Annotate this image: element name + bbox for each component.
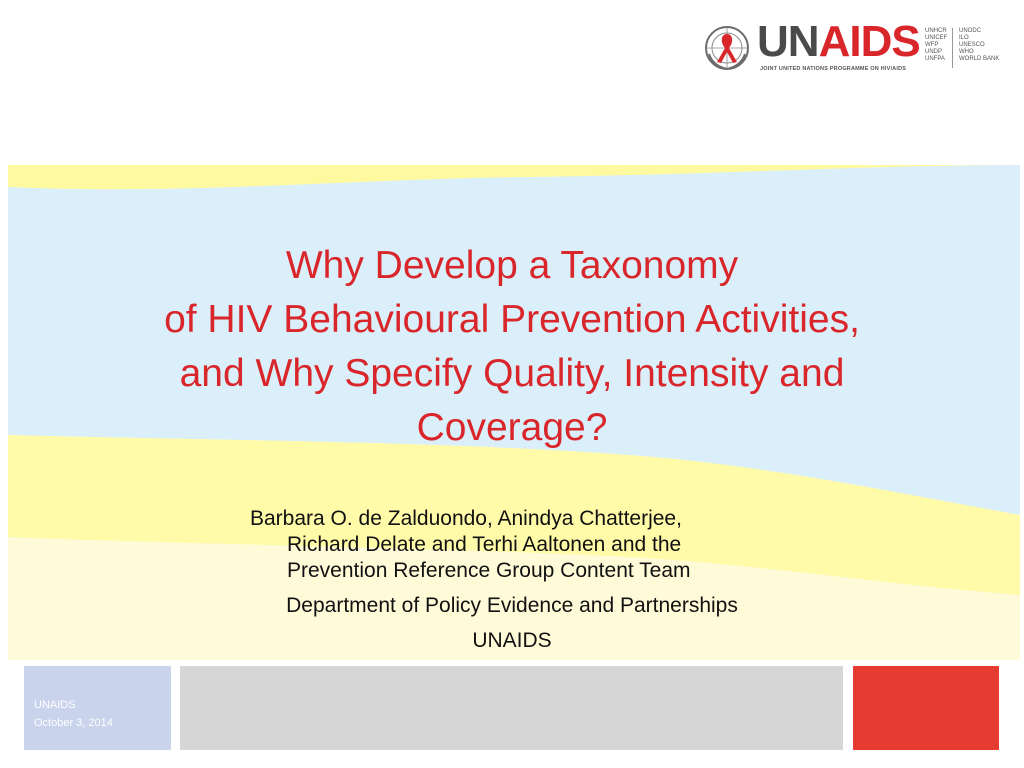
unaids-logo: [703, 17, 1003, 74]
authors-line: Richard Delate and Terhi Aaltonen and the: [287, 533, 682, 556]
cosponsor-name: WHO: [959, 49, 974, 55]
cosponsor-name: ILO: [959, 35, 969, 41]
department: Department of Policy Evidence and Partnerships: [286, 594, 738, 617]
cosponsor-name: UNICEF: [925, 35, 948, 41]
cosponsor-name: UNHCR: [925, 28, 947, 34]
cosponsor-name: UNFPA: [925, 56, 945, 62]
footer-gray-block: [180, 666, 843, 750]
logo-wordmark: [757, 18, 920, 66]
logo-tagline: JOINT UNITED NATIONS PROGRAMME ON HIV/AIDS: [760, 66, 907, 72]
logo-word-aids: AIDS: [818, 17, 920, 66]
authors-line: Barbara O. de Zalduondo, Anindya Chatterjee,: [250, 507, 682, 530]
cosponsor-name: WFP: [925, 42, 939, 48]
cosponsor-name: WORLD BANK: [959, 56, 1000, 62]
authors: [240, 506, 800, 584]
logo-word-un: UN: [757, 17, 819, 66]
footer-info-block: [24, 666, 171, 750]
title-line: and Why Specify Quality, Intensity and: [179, 352, 845, 395]
un-emblem-red-ribbon-icon: [703, 24, 751, 72]
footer-org: UNAIDS: [34, 699, 76, 711]
logo-divider: [952, 28, 953, 68]
title-line: Coverage?: [416, 406, 608, 449]
title-line: Why Develop a Taxonomy: [285, 244, 739, 287]
cosponsor-name: UNODC: [959, 28, 981, 34]
logo-cosponsors-col1: [925, 28, 947, 63]
logo-cosponsors-col2: [959, 28, 999, 63]
slide-title: [60, 239, 964, 455]
cosponsor-name: UNDP: [925, 49, 943, 55]
footer-date: October 3, 2014: [34, 717, 113, 729]
organization: UNAIDS: [472, 629, 552, 652]
cosponsor-name: UNESCO: [959, 42, 985, 48]
footer-red-block: [853, 666, 999, 750]
authors-line: Prevention Reference Group Content Team: [287, 559, 691, 582]
title-line: of HIV Behavioural Prevention Activities,: [164, 298, 860, 341]
